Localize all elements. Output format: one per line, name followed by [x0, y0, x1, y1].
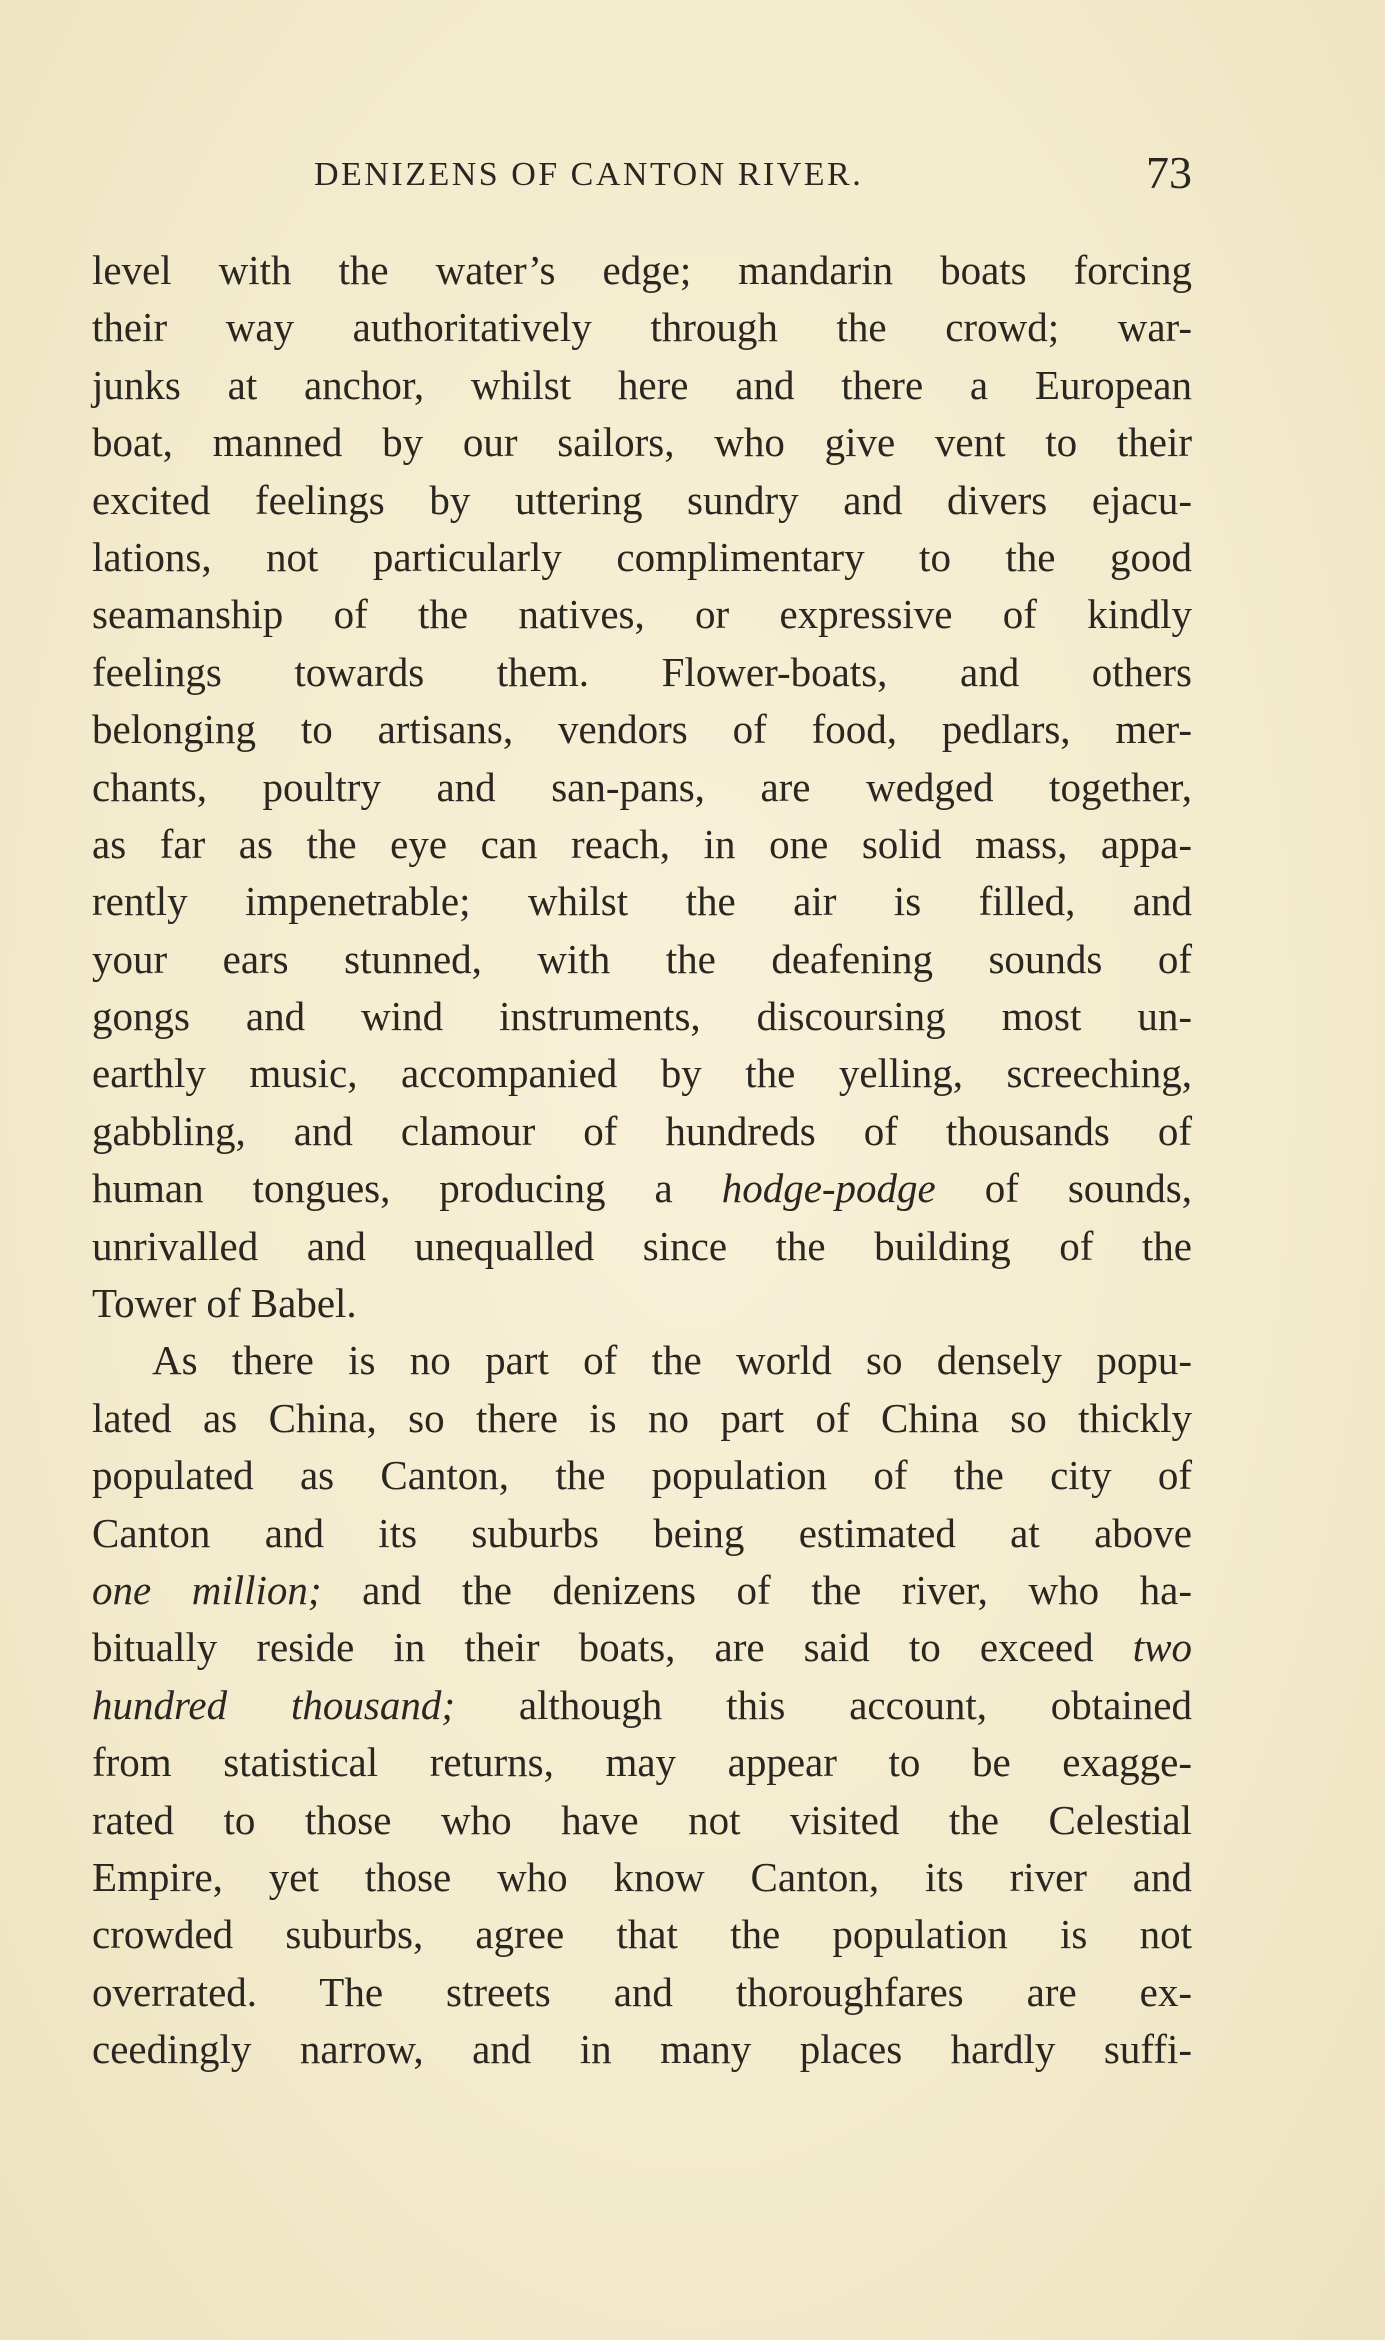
- text-line: human tongues, producing a hodge-podge of sounds,: [92, 1165, 1192, 1212]
- text-line: their way authoritatively through the crowd; war-: [92, 304, 1192, 351]
- running-head: [92, 147, 1192, 212]
- italic-phrase: hodge-podge: [721, 1165, 936, 1212]
- text-line: overrated. The streets and thoroughfares are ex-: [92, 1968, 1192, 2015]
- page-number: 73: [1146, 147, 1192, 198]
- text-line: junks at anchor, whilst here and there a European: [92, 361, 1192, 408]
- text-line: feelings towards them. Flower-boats, and others: [92, 648, 1192, 695]
- text-line: rently impenetrable; whilst the air is filled, and: [92, 878, 1192, 925]
- text-line: as far as the eye can reach, in one solid mass, appa-: [92, 820, 1192, 867]
- text-line: boat, manned by our sailors, who give vent to their: [92, 419, 1192, 466]
- text-line: gongs and wind instruments, discoursing most un-: [92, 993, 1192, 1040]
- text-line: rated to those who have not visited the Celestial: [92, 1796, 1192, 1843]
- text-line: Canton and its suburbs being estimated at above: [92, 1509, 1192, 1556]
- text-line: chants, poultry and san-pans, are wedged together,: [92, 763, 1192, 810]
- text-line: Tower of Babel.: [92, 1280, 357, 1327]
- text-line: crowded suburbs, agree that the population is not: [92, 1911, 1192, 1958]
- text-line: excited feelings by uttering sundry and divers ejacu-: [92, 476, 1192, 523]
- text-line: Empire, yet those who know Canton, its river and: [92, 1853, 1192, 1900]
- text-line: bitually reside in their boats, are said to exceed two: [92, 1624, 1192, 1671]
- italic-phrase: hundred thousand;: [92, 1681, 455, 1728]
- text-line: ceedingly narrow, and in many places hardly suffi-: [92, 2026, 1192, 2073]
- text-line: populated as Canton, the population of the city of: [92, 1452, 1192, 1499]
- text-line: lations, not particularly complimentary to the good: [92, 533, 1192, 580]
- text-line: hundred thousand; although this account, obtained: [92, 1681, 1192, 1728]
- text-line: lated as China, so there is no part of China so thickly: [92, 1394, 1192, 1441]
- text-line: belonging to artisans, vendors of food, pedlars, mer-: [92, 706, 1192, 753]
- text-line: seamanship of the natives, or expressive of kindly: [92, 591, 1192, 638]
- text-line: unrivalled and unequalled since the building of the: [92, 1222, 1192, 1269]
- italic-phrase: one million;: [92, 1566, 322, 1613]
- text-line: level with the water’s edge; mandarin boats forcing: [92, 247, 1192, 293]
- text-line: earthly music, accompanied by the yelling, screeching,: [92, 1050, 1192, 1097]
- text-line: gabbling, and clamour of hundreds of thousands of: [92, 1107, 1192, 1154]
- italic-phrase: two: [1132, 1624, 1192, 1671]
- text-line: one million; and the denizens of the river, who ha-: [92, 1566, 1192, 1613]
- text-line: As there is no part of the world so densely popu-: [152, 1337, 1192, 1384]
- text-line: from statistical returns, may appear to be exagge-: [92, 1739, 1192, 1786]
- running-title: DENIZENS OF CANTON RIVER.: [314, 156, 864, 193]
- body-text: [92, 242, 1192, 2079]
- text-line: your ears stunned, with the deafening sounds of: [92, 935, 1192, 982]
